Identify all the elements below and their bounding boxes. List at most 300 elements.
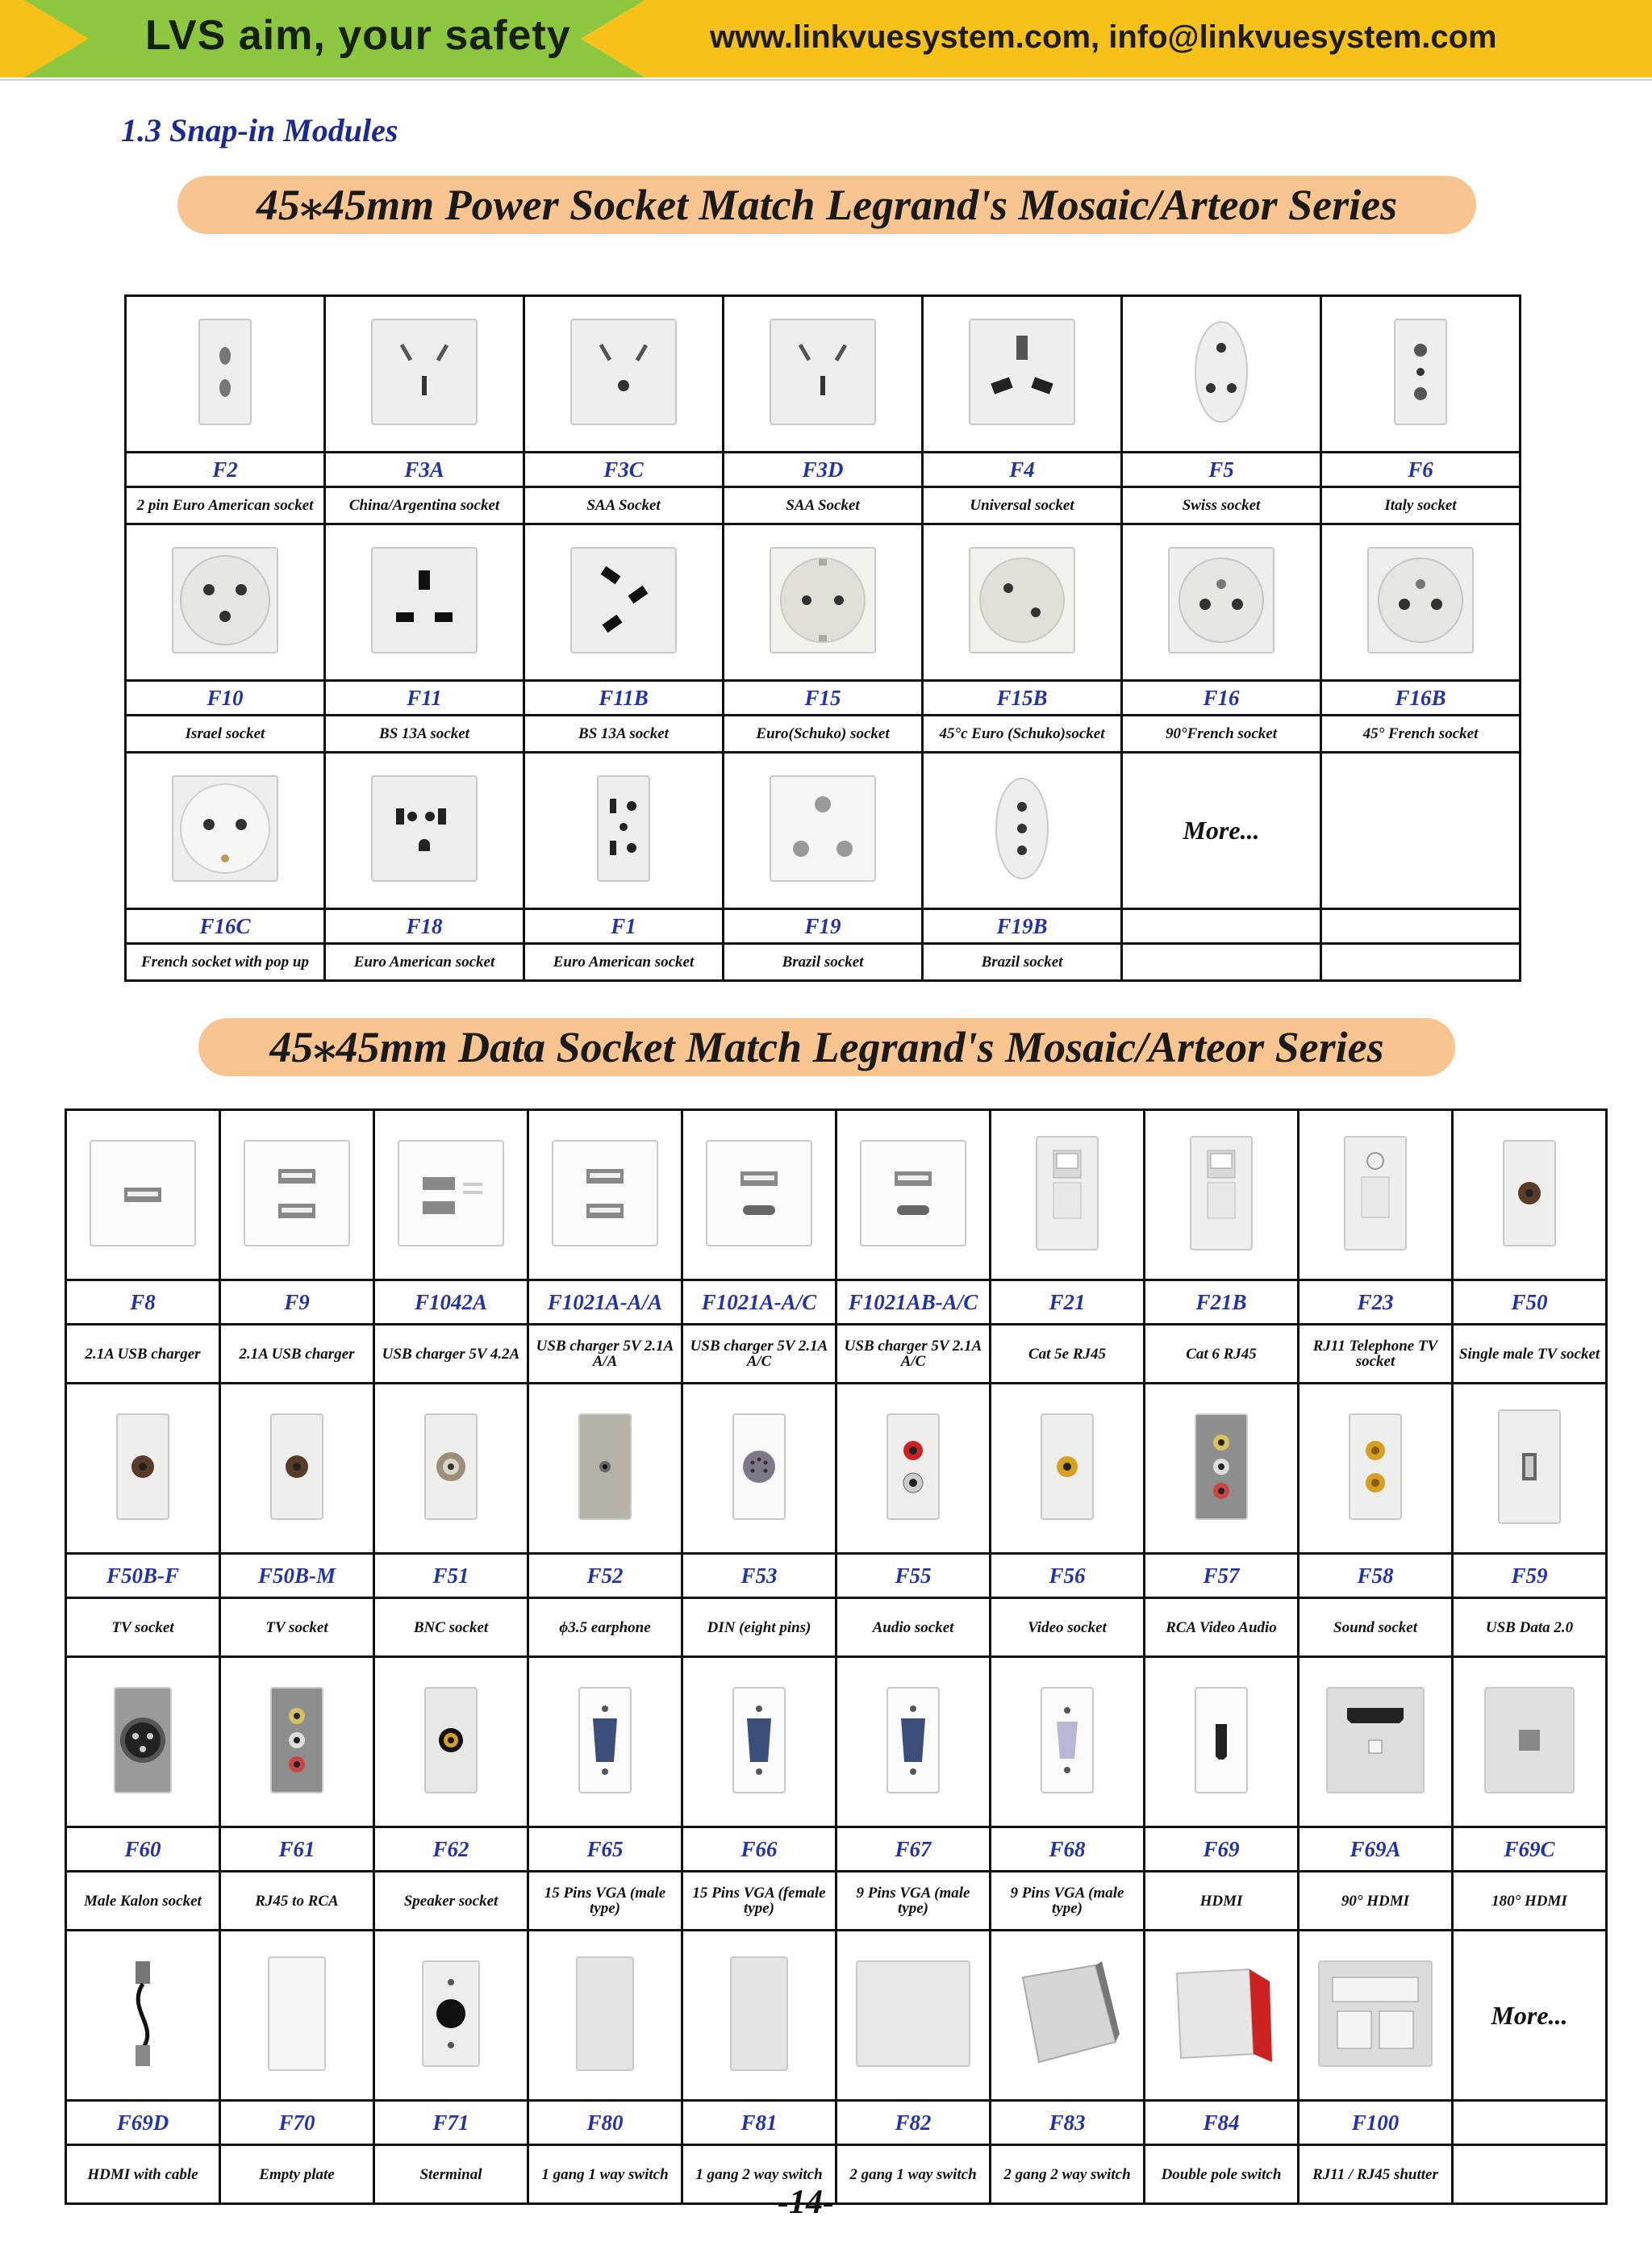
product-code: F1021A-A/A	[547, 1289, 663, 1314]
narrow-euro-american-socket-icon	[563, 768, 684, 893]
product-description: ϕ3.5 earphone	[559, 1618, 651, 1636]
power-code-cell	[126, 453, 325, 487]
data-desc-cell	[1453, 1598, 1607, 1657]
data-code-cell	[1453, 1827, 1607, 1872]
tv-coax-icon	[1469, 1133, 1590, 1258]
product-description: 1 gang 2 way switch	[695, 2165, 823, 2183]
switch-narrow-icon	[544, 1953, 665, 2078]
schuko-angled-socket-icon	[962, 540, 1083, 665]
data-desc-row	[66, 1325, 1607, 1384]
data-image-cell	[66, 1657, 220, 1827]
data-desc-cell	[1299, 2145, 1453, 2204]
power-code-cell	[1321, 909, 1521, 944]
data-code-cell	[991, 1554, 1145, 1598]
rca-single-icon	[1007, 1406, 1128, 1531]
product-description: Sound socket	[1333, 1618, 1417, 1636]
power-code-cell	[325, 909, 524, 944]
data-desc-cell	[374, 1325, 528, 1384]
data-desc-cell	[220, 1325, 374, 1384]
data-code-cell	[220, 1827, 374, 1872]
tv-coax-icon	[82, 1406, 203, 1531]
data-code-cell	[66, 1280, 220, 1325]
header-banner	[0, 0, 1652, 77]
power-image-cell	[1321, 524, 1521, 681]
product-code: F8	[130, 1289, 156, 1314]
more-label[interactable]: More...	[1183, 816, 1260, 845]
euro-american-socket-icon	[364, 768, 485, 893]
product-description: HDMI	[1199, 1892, 1243, 1910]
product-description: Double pole switch	[1161, 2165, 1282, 2183]
product-description: China/Argentina socket	[348, 497, 500, 514]
product-code: F19	[804, 913, 841, 938]
product-code: F66	[740, 1836, 778, 1861]
data-image-cell	[1453, 1657, 1607, 1827]
bs13a-socket-icon	[364, 540, 485, 665]
data-code-cell	[991, 2101, 1145, 2145]
data-code-cell	[220, 1554, 374, 1598]
product-code: F15	[804, 685, 841, 710]
data-image-cell	[1299, 1931, 1453, 2101]
vga-icon	[699, 1680, 820, 1805]
section-title: 1.3 Snap-in Modules	[121, 112, 398, 148]
data-desc-cell	[220, 1872, 374, 1931]
product-description: Israel socket	[185, 725, 265, 742]
product-code: F71	[432, 2110, 469, 2135]
power-desc-cell	[923, 487, 1122, 524]
data-code-cell	[66, 1827, 220, 1872]
switch-3d-icon	[1007, 1953, 1128, 2078]
product-code: F50	[1511, 1289, 1548, 1314]
product-code: F56	[1049, 1563, 1086, 1588]
product-code: F69D	[116, 2110, 169, 2135]
product-code: F67	[895, 1836, 932, 1861]
product-description: Brazil socket	[782, 954, 864, 971]
product-description: 2 gang 2 way switch	[1003, 2165, 1131, 2183]
power-code-row	[126, 681, 1521, 716]
data-code-cell	[1453, 1554, 1607, 1598]
power-code-cell	[524, 453, 724, 487]
data-desc-cell	[682, 1325, 836, 1384]
usb-double-icon	[236, 1133, 357, 1258]
power-image-row	[126, 296, 1521, 453]
product-description: Audio socket	[872, 1618, 954, 1636]
power-desc-cell	[1122, 487, 1321, 524]
product-code: F69C	[1504, 1836, 1555, 1861]
product-description: 9 Pins VGA (male type)	[856, 1885, 970, 1917]
data-image-cell	[682, 1657, 836, 1827]
product-description: Cat 5e RJ45	[1028, 1345, 1107, 1363]
data-image-cell	[374, 1657, 528, 1827]
data-image-cell	[66, 1384, 220, 1554]
hdmi-vertical-icon	[1161, 1680, 1282, 1805]
data-desc-cell	[1299, 1872, 1453, 1931]
power-image-cell	[524, 296, 724, 453]
product-description: French socket with pop up	[141, 954, 309, 971]
product-code: F68	[1049, 1836, 1086, 1861]
product-code: F58	[1357, 1563, 1394, 1588]
data-image-cell	[682, 1384, 836, 1554]
power-code-cell	[126, 909, 325, 944]
double-pole-switch-icon	[1161, 1953, 1282, 2078]
rca-triple-icon	[1161, 1406, 1282, 1531]
data-desc-cell	[528, 1598, 682, 1657]
data-code-row	[66, 2101, 1607, 2145]
power-desc-cell	[325, 944, 524, 981]
power-image-cell	[1122, 524, 1321, 681]
usb-a-c-icon	[853, 1133, 974, 1258]
schuko-socket-icon	[762, 540, 883, 665]
power-image-row	[126, 524, 1521, 681]
power-desc-cell	[524, 944, 724, 981]
power-desc-cell	[325, 716, 524, 753]
data-image-cell	[1453, 1931, 1607, 2101]
header-title: LVS aim, your safety	[145, 12, 571, 59]
product-code: F5	[1208, 457, 1234, 482]
power-desc-cell	[524, 716, 724, 753]
data-desc-cell	[374, 1872, 528, 1931]
power-desc-cell	[724, 487, 923, 524]
data-desc-cell	[836, 1872, 991, 1931]
french-popup-socket-icon	[165, 768, 286, 893]
power-code-cell	[126, 681, 325, 716]
power-image-cell	[923, 524, 1122, 681]
product-code: F18	[406, 913, 443, 938]
product-code: F3C	[603, 457, 644, 482]
data-socket-table	[65, 1108, 1608, 2205]
power-image-cell	[1321, 296, 1521, 453]
data-image-cell	[836, 1384, 991, 1554]
power-image-cell	[724, 296, 923, 453]
data-code-cell	[682, 2101, 836, 2145]
hdmi-cable-icon	[82, 1953, 203, 2078]
product-description: 2 gang 1 way switch	[849, 2165, 977, 2183]
power-image-cell	[1122, 296, 1321, 453]
power-desc-cell	[1321, 944, 1521, 981]
product-description: BS 13A socket	[578, 725, 669, 742]
power-image-cell	[126, 524, 325, 681]
data-desc-cell	[220, 2145, 374, 2204]
data-image-cell	[1145, 1931, 1299, 2101]
data-code-cell	[1145, 1280, 1299, 1325]
data-desc-cell	[1453, 2145, 1607, 2204]
data-desc-cell	[836, 1325, 991, 1384]
power-image-cell	[724, 753, 923, 909]
data-code-cell	[374, 1554, 528, 1598]
product-description: Italy socket	[1384, 497, 1457, 514]
power-desc-cell	[923, 716, 1122, 753]
data-code-cell	[682, 1554, 836, 1598]
product-code: F1021A-A/C	[701, 1289, 817, 1314]
data-desc-cell	[528, 2145, 682, 2204]
product-description: 2 pin Euro American socket	[136, 497, 314, 514]
product-description: Sterminal	[419, 2165, 482, 2183]
data-code-row	[66, 1554, 1607, 1598]
rca-double-icon	[853, 1406, 974, 1531]
product-code: F82	[895, 2110, 932, 2135]
data-code-cell	[682, 1280, 836, 1325]
data-code-cell	[1453, 2101, 1607, 2145]
product-description: SAA Socket	[586, 497, 661, 514]
data-image-cell	[991, 1657, 1145, 1827]
data-code-cell	[836, 1827, 991, 1872]
data-image-cell	[1145, 1657, 1299, 1827]
product-code: F61	[278, 1836, 315, 1861]
vga-icon	[544, 1680, 665, 1805]
product-code: F1	[611, 913, 636, 938]
data-image-cell	[528, 1931, 682, 2101]
data-code-cell	[836, 1280, 991, 1325]
power-desc-cell	[126, 716, 325, 753]
data-desc-cell	[991, 1325, 1145, 1384]
data-image-cell	[374, 1110, 528, 1280]
product-code: F11B	[599, 685, 649, 710]
usb-double-small-icon	[390, 1133, 511, 1258]
product-code: F1042A	[414, 1289, 488, 1314]
product-code: F55	[895, 1563, 932, 1588]
power-image-cell	[923, 753, 1122, 909]
bs13a-rotated-socket-icon	[563, 540, 684, 665]
product-code: F11	[407, 685, 442, 710]
product-code: F62	[432, 1836, 469, 1861]
data-code-cell	[528, 1554, 682, 1598]
data-desc-cell	[66, 2145, 220, 2204]
data-code-cell	[374, 2101, 528, 2145]
data-code-cell	[1145, 2101, 1299, 2145]
data-image-cell	[528, 1384, 682, 1554]
bnc-icon	[390, 1406, 511, 1531]
product-description: RJ11 / RJ45 shutter	[1312, 2165, 1438, 2183]
product-description: USB Data 2.0	[1485, 1618, 1574, 1636]
product-description: DIN (eight pins)	[707, 1618, 811, 1636]
product-code: F51	[432, 1563, 469, 1588]
power-desc-cell	[724, 716, 923, 753]
product-code: F52	[586, 1563, 624, 1588]
power-desc-cell	[1122, 944, 1321, 981]
usb-a-c-icon	[699, 1133, 820, 1258]
product-code: F16	[1203, 685, 1240, 710]
product-description: Male Kalon socket	[84, 1892, 202, 1910]
product-description: Empty plate	[259, 2165, 335, 2183]
power-desc-cell	[1122, 716, 1321, 753]
product-code: F50B-F	[106, 1563, 180, 1588]
product-code: F6	[1408, 457, 1433, 482]
power-code-cell	[923, 909, 1122, 944]
power-code-cell	[724, 909, 923, 944]
power-code-cell	[724, 453, 923, 487]
data-code-cell	[1453, 1280, 1607, 1325]
power-image-cell	[126, 753, 325, 909]
hdmi-90-icon	[1315, 1680, 1436, 1805]
data-image-cell	[1453, 1110, 1607, 1280]
product-code: F1021AB-A/C	[848, 1289, 978, 1314]
power-series-title: 45⁎45mm Power Socket Match Legrand's Mosaic/Arteor Series	[177, 176, 1476, 234]
data-image-cell	[220, 1657, 374, 1827]
product-description: Euro American socket	[553, 954, 695, 971]
product-description: 2.1A USB charger	[239, 1345, 355, 1363]
data-image-row	[66, 1657, 1607, 1827]
product-code: F2	[212, 457, 238, 482]
data-desc-cell	[991, 1872, 1145, 1931]
data-image-row	[66, 1110, 1607, 1280]
product-description: 45°c Euro (Schuko)socket	[939, 725, 1105, 742]
data-image-row	[66, 1931, 1607, 2101]
data-desc-cell	[66, 1598, 220, 1657]
product-code: F100	[1351, 2110, 1400, 2135]
data-desc-cell	[528, 1872, 682, 1931]
power-code-cell	[923, 681, 1122, 716]
data-desc-cell	[1145, 2145, 1299, 2204]
data-image-cell	[220, 1110, 374, 1280]
product-description: BS 13A socket	[379, 725, 469, 742]
header-contact[interactable]: www.linkvuesystem.com, info@linkvuesystem.com	[710, 19, 1497, 55]
product-code: F16C	[199, 913, 251, 938]
data-desc-cell	[836, 1598, 991, 1657]
data-code-cell	[528, 1280, 682, 1325]
data-image-cell	[1299, 1110, 1453, 1280]
product-code: F15B	[996, 685, 1048, 710]
data-code-cell	[1299, 2101, 1453, 2145]
product-code: F3A	[404, 457, 444, 482]
power-code-cell	[724, 681, 923, 716]
power-desc-cell	[1321, 716, 1521, 753]
shutter-icon	[1315, 1953, 1436, 2078]
data-code-cell	[836, 1554, 991, 1598]
s-terminal-icon	[390, 1953, 511, 2078]
angled-3pin-socket-icon	[364, 311, 485, 436]
data-desc-cell	[1453, 1872, 1607, 1931]
product-code: F80	[586, 2110, 624, 2135]
data-desc-cell	[220, 1598, 374, 1657]
power-code-cell	[325, 681, 524, 716]
product-code: F60	[124, 1836, 161, 1861]
power-desc-cell	[126, 944, 325, 981]
data-desc-cell	[66, 1872, 220, 1931]
rca-triple-icon	[236, 1680, 357, 1805]
data-code-cell	[1145, 1554, 1299, 1598]
data-image-cell	[836, 1931, 991, 2101]
product-description: 9 Pins VGA (male type)	[1010, 1885, 1124, 1917]
product-code: F59	[1511, 1563, 1548, 1588]
power-code-row	[126, 453, 1521, 487]
product-description: RJ11 Telephone TV socket	[1312, 1338, 1438, 1370]
data-desc-cell	[682, 1872, 836, 1931]
data-code-cell	[528, 2101, 682, 2145]
data-desc-cell	[836, 2145, 991, 2204]
data-code-cell	[991, 1827, 1145, 1872]
power-code-cell	[1321, 681, 1521, 716]
data-series-title: 45⁎45mm Data Socket Match Legrand's Mosaic/Arteor Series	[198, 1018, 1455, 1076]
product-code: F65	[586, 1836, 624, 1861]
data-desc-cell	[1145, 1872, 1299, 1931]
product-description: USB charger 5V 4.2A	[382, 1345, 520, 1363]
power-image-cell	[1122, 753, 1321, 909]
brazil-round-socket-icon	[762, 768, 883, 893]
italy-socket-icon	[1360, 311, 1481, 436]
product-description: Euro(Schuko) socket	[756, 725, 890, 742]
product-code: F4	[1009, 457, 1035, 482]
power-code-cell	[325, 453, 524, 487]
rj45-icon	[1161, 1133, 1282, 1258]
data-image-cell	[66, 1110, 220, 1280]
data-code-cell	[66, 1554, 220, 1598]
rj45-icon	[1007, 1133, 1128, 1258]
product-description: 1 gang 1 way switch	[541, 2165, 669, 2183]
data-desc-cell	[1299, 1598, 1453, 1657]
product-code: F10	[206, 685, 244, 710]
product-code: F53	[740, 1563, 778, 1588]
product-description: Brazil socket	[981, 954, 1063, 971]
power-image-cell	[724, 524, 923, 681]
angled-3pin-socket-icon	[762, 311, 883, 436]
data-desc-cell	[1145, 1598, 1299, 1657]
power-desc-row	[126, 944, 1521, 981]
more-label[interactable]: More...	[1491, 2000, 1568, 2030]
power-image-cell	[524, 753, 724, 909]
data-image-cell	[991, 1110, 1145, 1280]
data-image-cell	[1145, 1110, 1299, 1280]
data-desc-row	[66, 1872, 1607, 1931]
data-desc-cell	[991, 2145, 1145, 2204]
data-desc-cell	[991, 1598, 1145, 1657]
data-image-cell	[220, 1931, 374, 2101]
power-code-row	[126, 909, 1521, 944]
narrow-2pin-socket-icon	[165, 311, 286, 436]
product-description: 15 Pins VGA (female type)	[692, 1885, 826, 1917]
product-code: F69	[1203, 1836, 1240, 1861]
product-description: RCA Video Audio	[1166, 1618, 1277, 1636]
power-desc-row	[126, 487, 1521, 524]
power-desc-row	[126, 716, 1521, 753]
data-image-cell	[1453, 1384, 1607, 1554]
data-image-cell	[374, 1384, 528, 1554]
empty-plate-icon	[236, 1953, 357, 2078]
data-image-cell	[528, 1657, 682, 1827]
product-description: Universal socket	[970, 497, 1074, 514]
product-description: TV socket	[111, 1618, 174, 1636]
data-desc-cell	[374, 1598, 528, 1657]
xlr-icon	[82, 1680, 203, 1805]
data-code-cell	[220, 2101, 374, 2145]
product-code: F70	[278, 2110, 315, 2135]
product-description: Video socket	[1028, 1618, 1107, 1636]
data-desc-row	[66, 1598, 1607, 1657]
data-desc-cell	[374, 2145, 528, 2204]
swiss-socket-icon	[1161, 311, 1282, 436]
power-image-cell	[524, 524, 724, 681]
brazil-narrow-socket-icon	[962, 768, 1083, 893]
power-image-row	[126, 753, 1521, 909]
angled-round-socket-icon	[563, 311, 684, 436]
power-desc-cell	[923, 944, 1122, 981]
hdmi-180-icon	[1469, 1680, 1590, 1805]
header-divider	[0, 79, 1652, 81]
tv-coax-icon	[236, 1406, 357, 1531]
data-image-cell	[528, 1110, 682, 1280]
product-description: RJ45 to RCA	[255, 1892, 339, 1910]
power-image-cell	[1321, 753, 1521, 909]
product-code: F57	[1203, 1563, 1240, 1588]
vga-icon	[853, 1680, 974, 1805]
product-description: 90°French socket	[1166, 725, 1277, 742]
product-description: 90° HDMI	[1341, 1892, 1410, 1910]
earphone-jack-icon	[544, 1406, 665, 1531]
speaker-jack-icon	[390, 1680, 511, 1805]
product-code: F69A	[1350, 1836, 1401, 1861]
power-desc-cell	[126, 487, 325, 524]
power-image-cell	[126, 296, 325, 453]
product-code: F16B	[1395, 685, 1446, 710]
data-desc-cell	[1453, 1325, 1607, 1384]
